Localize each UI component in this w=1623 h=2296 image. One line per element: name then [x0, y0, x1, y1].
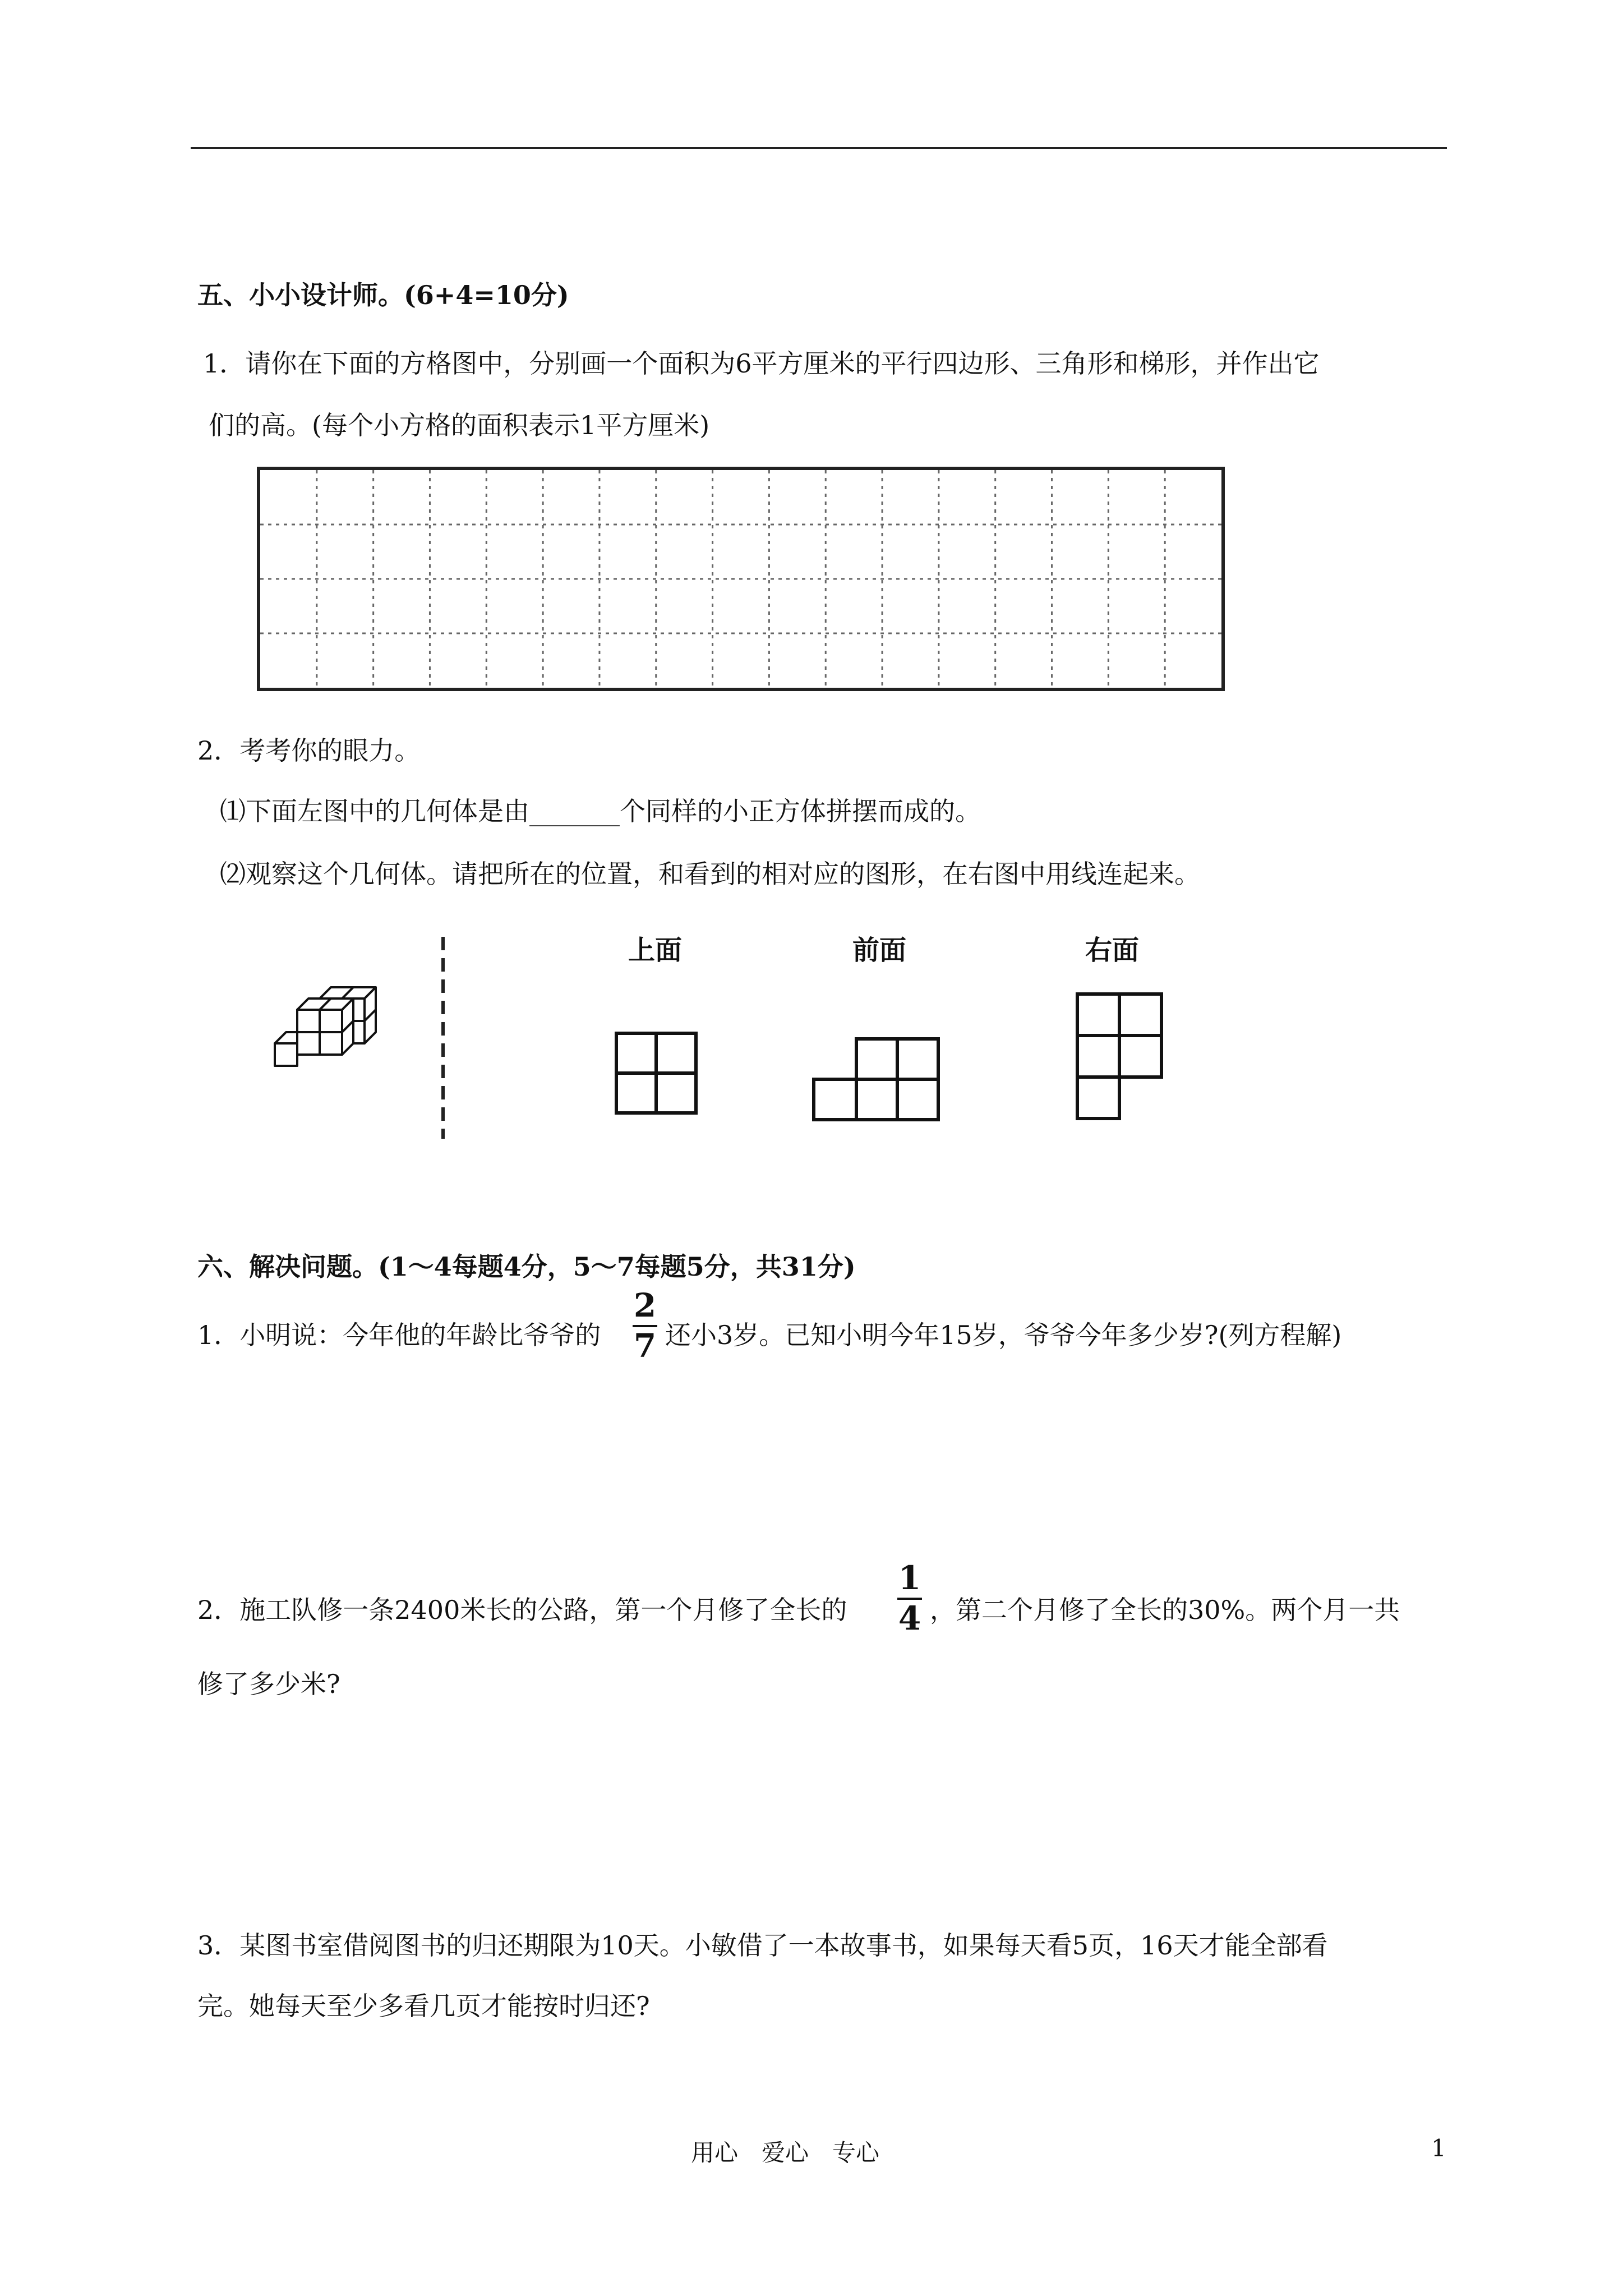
s6-q2-before: 2．施工队修一条2400米长的公路，第一个月修了全长的 — [197, 1595, 847, 1625]
grid-lines — [260, 470, 1221, 688]
fraction-numerator: 2 — [633, 1286, 657, 1324]
fraction-denominator: 7 — [633, 1327, 657, 1365]
page-number: 1 — [1431, 2134, 1446, 2162]
top-view-shape — [614, 1031, 698, 1115]
s6-q3-line1: 3．某图书室借阅图书的归还期限为10天。小敏借了一本故事书，如果每天看5页，16天才能全部看 — [197, 1930, 1328, 1961]
front-view-shape — [811, 1037, 940, 1122]
dashed-divider — [440, 937, 446, 1139]
right-view-shape — [1075, 992, 1164, 1121]
s6-q2-after: ，第二个月修了全长的30%。两个月一共 — [930, 1595, 1400, 1625]
view-label-front: 前面 — [852, 935, 907, 966]
footer-motto: 用心 爱心 专心 — [691, 2139, 880, 2166]
view-label-top: 上面 — [628, 935, 683, 966]
s6-q2-fraction — [897, 1559, 922, 1637]
s5-q1-line2: 们的高。(每个小方格的面积表示1平方厘米) — [209, 410, 710, 440]
section-5-title: 五、小小设计师。(6+4=10分) — [197, 280, 569, 310]
fraction-numerator: 1 — [898, 1559, 921, 1597]
s6-q1-after: 还小3岁。已知小明今年15岁，爷爷今年多少岁?(列方程解) — [665, 1320, 1342, 1350]
s6-q1-before: 1．小明说：今年他的年龄比爷爷的 — [197, 1320, 601, 1350]
s5-q2-sub1: ⑴下面左图中的几何体是由_______个同样的小正方体拼摆而成的。 — [220, 796, 981, 826]
s5-q2-sub2: ⑵观察这个几何体。请把所在的位置，和看到的相对应的图形，在右图中用线连起来。 — [220, 859, 1200, 889]
view-label-right: 右面 — [1085, 935, 1140, 966]
s5-q2-title: 2．考考你的眼力。 — [197, 735, 421, 766]
section-6-title: 六、解决问题。(1～4每题4分，5～7每题5分，共31分) — [197, 1251, 856, 1282]
s6-q3-line2: 完。她每天至少多看几页才能按时归还? — [197, 1991, 650, 2021]
s6-q1-fraction — [633, 1286, 657, 1365]
square-grid — [257, 467, 1225, 691]
s5-q1-line1: 1．请你在下面的方格图中，分别画一个面积为6平方厘米的平行四边形、三角形和梯形，并作出它 — [203, 348, 1320, 379]
fraction-denominator: 4 — [898, 1599, 921, 1637]
cube-solid-figure — [264, 982, 409, 1128]
header-rule — [191, 147, 1447, 149]
s6-q2-line2: 修了多少米? — [197, 1669, 340, 1699]
